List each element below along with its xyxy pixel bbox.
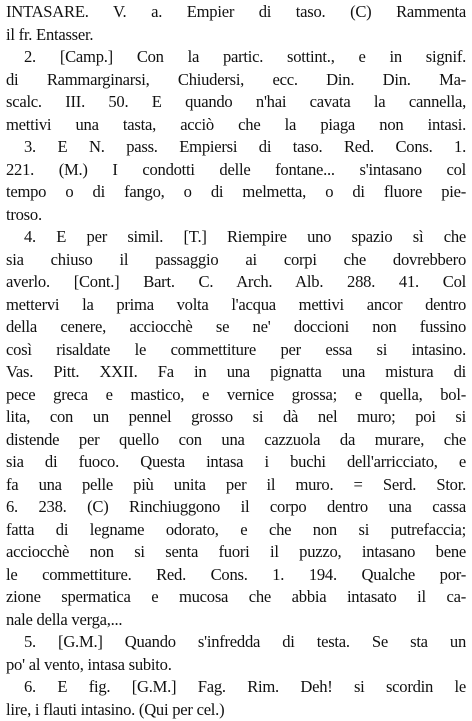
entry-line: così risaldate le commettiture per essa si intasino. [6,339,466,362]
entry-line: INTASARE. V. a. Empier di taso. (C) Rammenta [6,1,466,24]
entry-line: 221. (M.) I condotti delle fontane... s'intasano col [6,159,466,182]
entry-line: 2. [Camp.] Con la partic. sottint., e in signif. [6,46,466,69]
entry-line: fa una pelle più unita per il muro. = Serd. Stor. [6,474,466,497]
entry-line: mettivi una tasta, acciò che la piaga non intasi. [6,114,466,137]
entry-line: mettervi la prima volta l'acqua mettivi ancor dentro [6,294,466,317]
entry-line: zione spermatica e mucosa che abbia intasato il ca- [6,586,466,609]
entry-line: sia di fuoco. Questa intasa i buchi dell'arricciato, e [6,451,466,474]
entry-line: 5. [G.M.] Quando s'infredda di testa. Se sta un [6,631,466,654]
entry-line: 6. 238. (C) Rinchiuggono il corpo dentro una cassa [6,496,466,519]
entry-line: nale della verga,... [6,609,466,632]
entry-line: fatta di legname odorato, e che non si putrefaccia; [6,519,466,542]
entry-line: di Rammarginarsi, Chiudersi, ecc. Din. Din. Ma- [6,69,466,92]
entry-line: le commettiture. Red. Cons. 1. 194. Qualche por- [6,564,466,587]
entry-line: pece greca e mastico, e vernice grossa; e quella, bol- [6,384,466,407]
entry-line: averlo. [Cont.] Bart. C. Arch. Alb. 288. 41. Col [6,271,466,294]
entry-line: sia chiuso il passaggio ai corpi che dovrebbero [6,249,466,272]
entry-line: della cenere, acciocchè se ne' doccioni non fussino [6,316,466,339]
entry-line: scalc. III. 50. E quando n'hai cavata la cannella, [6,91,466,114]
entry-line: lire, i flauti intasino. (Qui per cel.) [6,699,466,721]
entry-line: 3. E N. pass. Empiersi di taso. Red. Cons. 1. [6,136,466,159]
entry-line: troso. [6,204,466,227]
entry-line: 4. E per simil. [T.] Riempire uno spazio sì che [6,226,466,249]
entry-line: Vas. Pitt. XXII. Fa in una pignatta una mistura di [6,361,466,384]
entry-line: 6. E fig. [G.M.] Fag. Rim. Deh! si scordin le [6,676,466,699]
entry-line: il fr. Entasser. [6,24,466,47]
entry-line: lita, con un pennel grosso si dà nel muro; poi si [6,406,466,429]
entry-line: distende per quello con una cazzuola da murare, che [6,429,466,452]
entry-line: po' al vento, intasa subito. [6,654,466,677]
entry-line: acciocchè non si senta fuori il puzzo, intasano bene [6,541,466,564]
entry-line: tempo o di fango, o di melmetta, o di fluore pie- [6,181,466,204]
